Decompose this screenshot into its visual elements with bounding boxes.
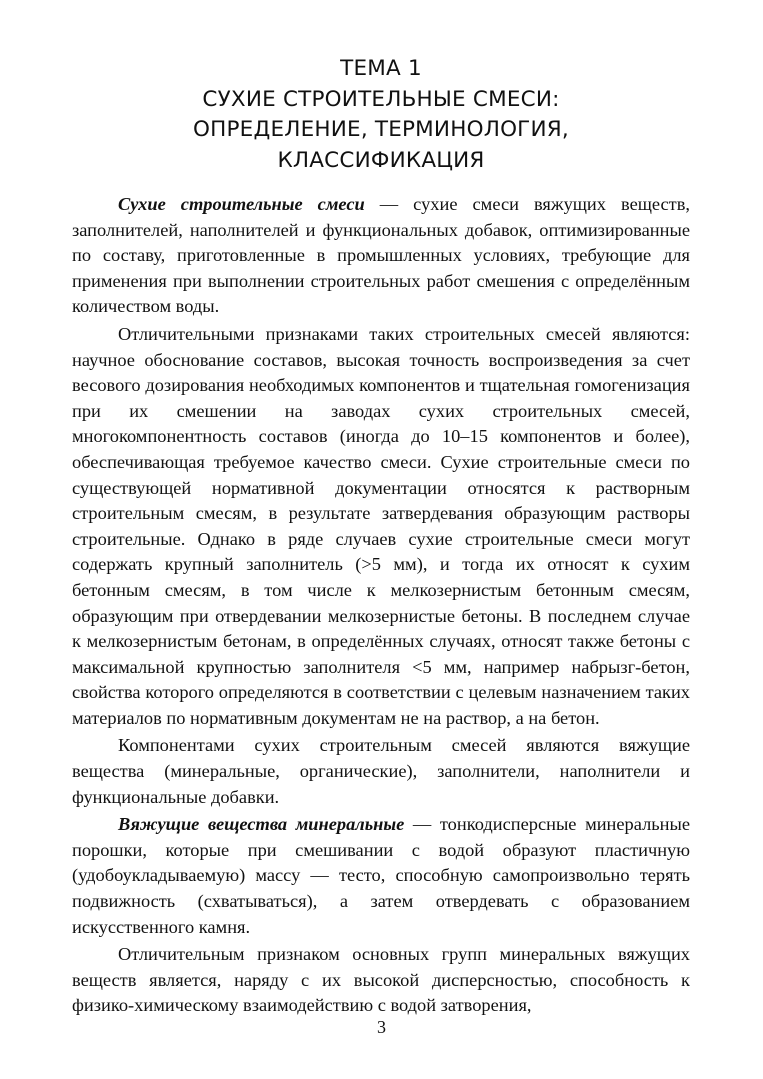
term-mineral-binders: Вяжущие вещества минеральные bbox=[118, 814, 405, 835]
heading-line-classification: КЛАССИФИКАЦИЯ bbox=[277, 147, 485, 173]
paragraph-definition-binders bbox=[72, 812, 690, 940]
heading-line-topic: ТЕМА 1 bbox=[340, 56, 422, 81]
paragraph-text: — тонкодисперсные минеральные порошки, которые при смешивании с водой образуют пластичную (удобоукладываемую) массу — тесто, способную самопроизвольно терять подвижность (схватываться), а затем отвердевать с образованием искусственного камня. bbox=[72, 814, 690, 937]
paragraph-components: Компонентами сухих строительным смесей являются вяжущие вещества (минеральные, органические), заполнители, наполнители и функциональные добавки. bbox=[72, 735, 690, 807]
body-text bbox=[72, 192, 690, 1019]
paragraph-distinctive-features: Отличительными признаками таких строительных смесей являются: научное обоснование составов, высокая точность воспроизведения за счет весового дозирования необходимых компонентов и тщательная гомогенизация при их смешении на заводах сухих строительных смесей, многокомпонентность составов (иногда до 10–15 компонентов и более), обеспечивающая требуемое качество смеси. Сухие строительные смеси по существующей нормативной документации относятся к растворным строительным смесям, в результате затвердевания образующим растворы строительные. Однако в ряде случаев сухие строительные смеси могут содержать крупный заполнитель (>5 мм), и тогда их относят к сухим бетонным смесям, в том числе к мелкозернистым бетонным смесям, образующим при отвердевании мелкозернистые бетоны. В последнем случае к мелкозернистым бетонам, в определённых случаях, относят также бетоны с максимальной крупностью заполнителя <5 мм, например набрызг-бетон, свойства которого определяются в соответствии с целевым назначением таких материалов по нормативным документам не на раствор, а на бетон. bbox=[72, 323, 690, 728]
page-number: 3 bbox=[377, 1017, 386, 1037]
paragraph-text: — сухие смеси вяжущих веществ, заполнителей, наполнителей и функциональных добавок, оптимизированные по составу, приготовленные в промышленных условиях, требующие для применения при выполнении строительных работ смешения с определённым количеством воды. bbox=[72, 194, 690, 317]
heading-line-title: СУХИЕ СТРОИТЕЛЬНЫЕ СМЕСИ: bbox=[202, 86, 560, 112]
paragraph-definition-dry-mixes bbox=[72, 192, 690, 320]
heading-line-subtitle: ОПРЕДЕЛЕНИЕ, ТЕРМИНОЛОГИЯ, bbox=[193, 117, 569, 142]
term-dry-mixes: Сухие строительные смеси bbox=[118, 194, 365, 214]
paragraph-binder-groups: Отличительным признаком основных групп минеральных вяжущих веществ является, наряду с их высокой дисперсностью, способность к физико-химическому взаимодействию с водой затворения, bbox=[72, 944, 690, 1016]
chapter-heading bbox=[72, 54, 690, 176]
book-page bbox=[72, 54, 690, 1019]
